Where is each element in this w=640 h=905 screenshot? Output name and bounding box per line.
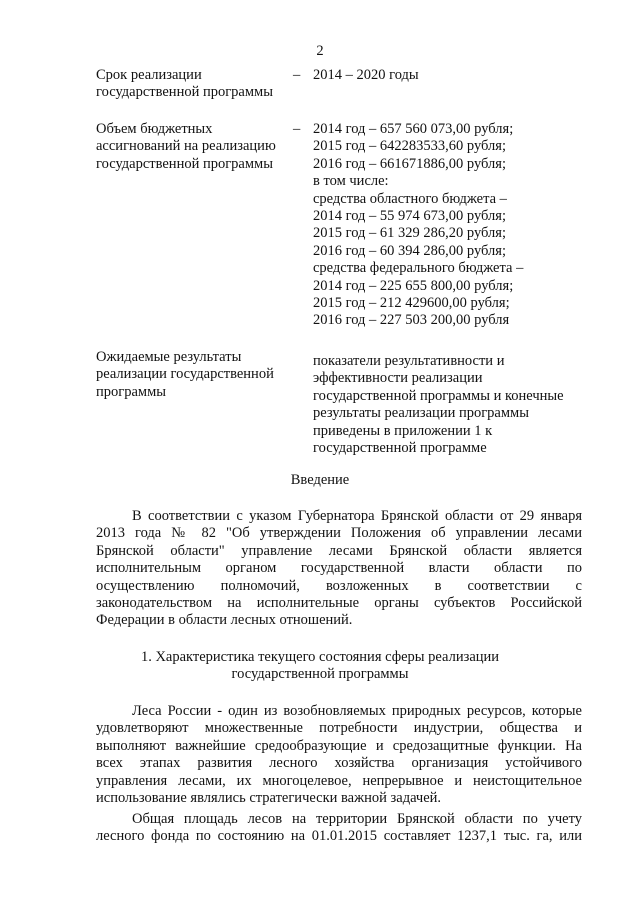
passport-value: показатели результативности и эффективности реализации государственной программы и конечные результаты реализации программы приведены в приложении 1 к государственной программе <box>313 353 564 457</box>
passport-label: Срок реализации государственной программы <box>96 67 273 101</box>
page-number: 2 <box>316 43 324 59</box>
passport-label: Ожидаемые результаты реализации государственной программы <box>96 349 274 400</box>
passport-dash: – <box>293 121 301 137</box>
section1-paragraph: Леса России - один из возобновляемых природных ресурсов, которые удовлетворяют множественные потребности индустрии, общества и выполняют важнейшие средообразующие и средозащитные функции. На всех этапах развития лесного хозяйства организация устойчивого управления лесами, их многоцелевое, непрерывное и неистощительное использование являлись стратегически важной задачей. <box>96 703 582 807</box>
section1-paragraph: Общая площадь лесов на территории Брянской области по учету лесного фонда по состоянию на 01.01.2015 составляет 1237,1 тыс. га, или <box>96 811 582 845</box>
passport-dash: – <box>293 67 301 83</box>
section1-heading: 1. Характеристика текущего состояния сферы реализации государственной программы <box>140 649 500 683</box>
passport-label: Объем бюджетных ассигнований на реализацию государственной программы <box>96 121 276 172</box>
passport-value: 2014 – 2020 годы <box>313 67 419 83</box>
intro-heading: Введение <box>290 472 350 488</box>
intro-paragraph: В соответствии с указом Губернатора Брянской области от 29 января 2013 года № 82 "Об утверждении Положения об управлении лесами Брянской области" управление лесами Брянской области является исполнительным органом государственной власти области по осуществлению полномочий, возложенных в соответствии с законодательством на исполнительные органы субъектов Российской Федерации в области лесных отношений. <box>96 508 582 629</box>
passport-value: 2014 год – 657 560 073,00 рубля; 2015 год – 642283533,60 рубля; 2016 год – 661671886,00 рубля; в том числе: средства областного бюджета – 2014 год – 55 974 673,00 рубля; 2015 год – 61 329 286,20 рубля; 2016 год – 60 394 286,00 рубля; средства федерального бюджета – 2014 год – 225 655 800,00 рубля; 2015 год – 212 429600,00 рубля; 2016 год – 227 503 200,00 рубля <box>313 121 524 329</box>
